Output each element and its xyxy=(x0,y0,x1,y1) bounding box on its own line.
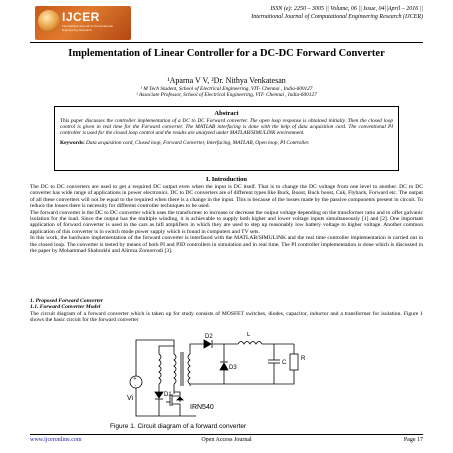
footer-website-link[interactable]: www.ijceronline.com xyxy=(30,437,82,443)
forward-converter-circuit-diagram xyxy=(126,332,326,422)
affiliation-2: ² Associate Professor, School of Electrical Engineering, VIT- Chennai , India-600127 xyxy=(136,92,317,99)
affiliation-1: ¹ M Tech Student, School of Electrical Engineering, VIT- Chennai , India-600127 xyxy=(140,86,313,92)
footer-page-number: Page 17 xyxy=(403,437,423,443)
resistor-r xyxy=(246,344,306,384)
l-label: L xyxy=(247,332,251,338)
inductor-l xyxy=(238,332,294,344)
input-top-wire xyxy=(136,340,174,376)
intro-paragraph-3: In this work, the hardware implementation of the forward converter is interfaced with the MATLAB/SIMULINK and the real time controller implementation is carried out in the closed loop. The converter is tested by means of both PI and PID controllers in simulation and in real time. The PI controller implementation is done which is discussed in the paper by Mohammad Shahrokhi and Alireza Zomorrodi [3]. xyxy=(30,235,423,255)
abstract-text: This paper discusses the controller implementation of a DC to DC Forward converter. The open loop response is obtained initially. Then the closed loop control is given in real time for the Forward converter. The MATLAB interfacing is done with the help of data acquisition card. The conventional PI controller is used for the closed loop control and the results are analyzed under MATLAB/SIMULINK environment. xyxy=(60,118,393,137)
diode-d2 xyxy=(190,334,238,354)
logo-brand: IJCER xyxy=(62,10,100,24)
source-plus-label: + xyxy=(133,376,137,382)
footer-access: Open Access Journal xyxy=(201,437,252,443)
source-minus-label: - xyxy=(134,383,137,389)
input-source xyxy=(127,376,142,402)
capacitor-c xyxy=(268,344,287,384)
mosfet-switch xyxy=(166,384,214,416)
d3-label: D3 xyxy=(229,365,237,371)
globe-icon xyxy=(38,10,60,32)
figure-1-caption: Figure 1. Circuit diagram of a forward converter xyxy=(110,423,247,430)
header-rule xyxy=(30,42,423,43)
abstract-heading: Abstract xyxy=(214,110,239,117)
paper-title: Implementation of Linear Controller for a DC-DC Forward Converter xyxy=(68,48,385,59)
journal-logo xyxy=(35,6,131,40)
keywords-label: Keywords: xyxy=(60,139,85,146)
section-1-text: The circuit diagram of a forward converter which is taken up for study consists of MOSFET switches, diodes, capacitor, inductor and a transformer for isolation. Figure 1 shows the basic circuit for the forward converter xyxy=(30,311,423,324)
author-affiliations xyxy=(40,86,413,99)
footer-rule xyxy=(30,434,423,435)
abstract-box xyxy=(54,106,399,171)
intro-body xyxy=(30,184,423,254)
logo-tagline: International Journal of Computational Engineering Research xyxy=(62,24,113,32)
intro-paragraph-2: The forward converter is the DC to DC converter which uses the transformer to increase or decrease the output voltage depending on the transformer ratio and to offer galvanic isolation for the load. Since the output has the multiple winding, it is achievable to supply both higher and lower voltage inputs simultaneously [1] and [2]. One important application of forward converter is used in the cars as hifi amplifiers in which they are used to step up reasonably low battery voltage to higher voltage. Another common application of this converter is in switch mode power supply which is found in computers and TV sets. xyxy=(30,209,423,235)
r-label: R xyxy=(301,356,306,362)
mosfet-label: IRN540 xyxy=(190,404,214,411)
paper-authors: ¹Aparna V V, ²Dr. Nithya Venkatesan xyxy=(167,76,286,85)
issn-line: ISSN (e): 2250 – 3005 || Volume, 06 || Issue, 04||April – 2016 || xyxy=(270,6,423,12)
output-return-wire xyxy=(190,384,246,386)
diode-d3 xyxy=(220,344,237,384)
transformer xyxy=(159,346,190,386)
journal-header xyxy=(251,6,423,21)
d1-label: D1 xyxy=(164,392,172,398)
intro-heading: I. Introduction xyxy=(205,176,248,183)
keywords-text: Data acquisition card, Closed loop, Forward Converter, Interfacing, MATLAB, Open loop, PI Controller. xyxy=(86,139,310,146)
keywords xyxy=(60,140,393,146)
c-label: C xyxy=(282,360,287,366)
section-1-1-heading: 1.1. Forward Converter Model xyxy=(30,304,101,311)
intro-paragraph-1: The DC to DC converters are used to get a required DC output even when the input is DC itself. That is to change the DC voltage from one level to another. DC to DC converter has wide range of applications in power electronics. DC to DC converters are of different types like Buck, Boost, Buck boost, Cuk, Flyback, Forward etc. The output of all these converters will not be equal to the required when there is a change in the input. This is because of the losses made by the passive components present in circuit. To reduce the losses there is necessity for different controller techniques to be used. xyxy=(30,184,423,210)
d2-label: D2 xyxy=(205,334,213,340)
journal-name-line: International Journal of Computational Engineering Research (IJCER) xyxy=(251,13,423,20)
vi-label: Vi xyxy=(127,395,134,402)
section-1-heading: 1. Proposed Forward Converter xyxy=(30,298,104,304)
section-1-headings xyxy=(30,298,103,311)
